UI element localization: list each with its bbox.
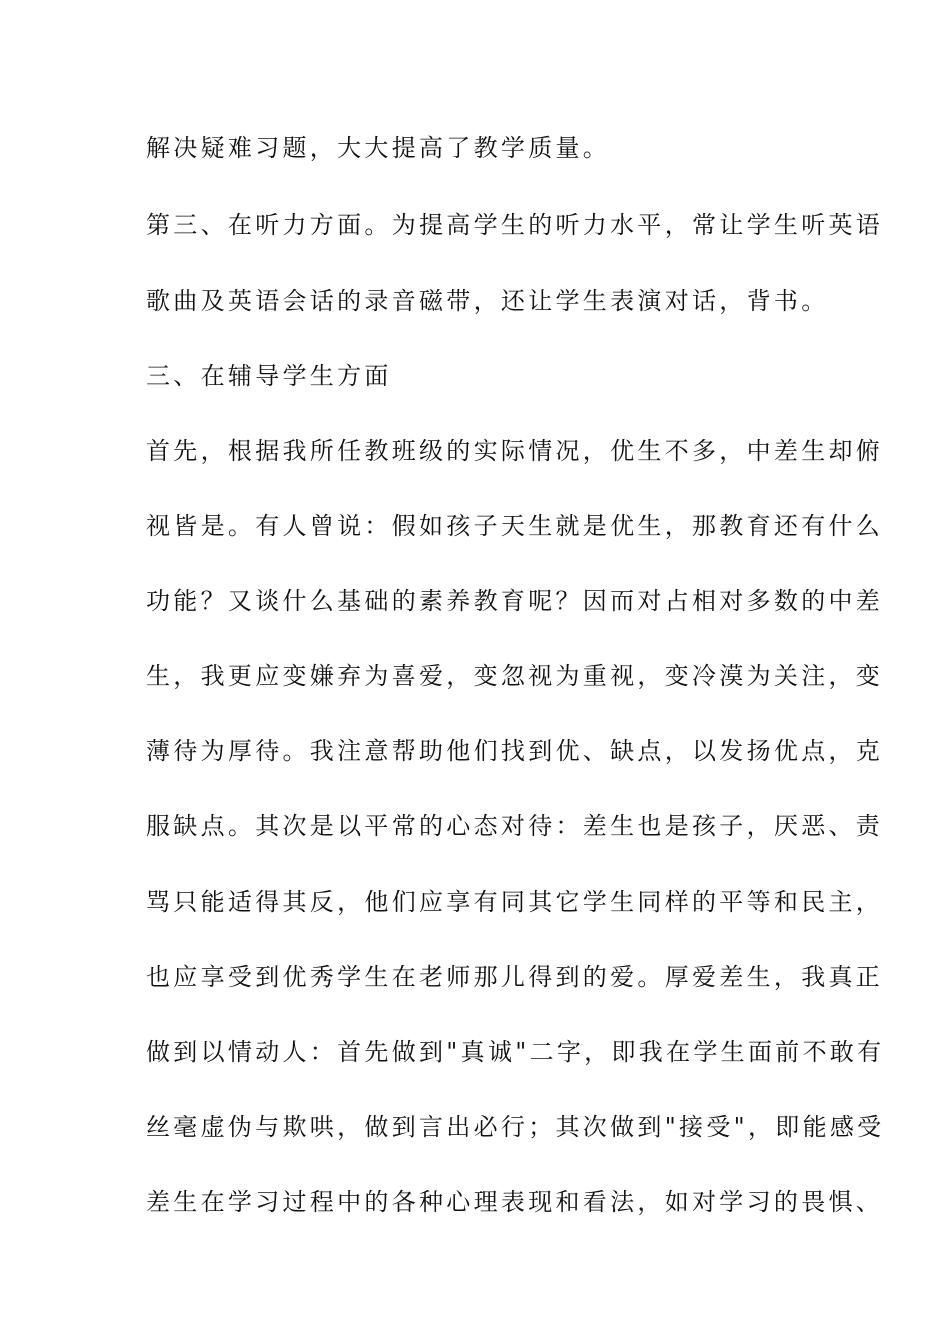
text-line: 服缺点。其次是以平常的心态对待：差生也是孩子，厌恶、责 <box>146 812 884 840</box>
section-heading: 三、在辅导学生方面 <box>146 362 392 390</box>
text-line: 功能？又谈什么基础的素养教育呢？因而对占相对多数的中差 <box>146 587 884 615</box>
text-line: 生，我更应变嫌弃为喜爱，变忽视为重视，变冷漠为关注，变 <box>146 662 884 690</box>
text-line: 解决疑难习题，大大提高了教学质量。 <box>146 134 611 162</box>
text-line: 也应享受到优秀学生在老师那儿得到的爱。厚爱差生，我真正 <box>146 963 884 991</box>
text-line: 薄待为厚待。我注意帮助他们找到优、缺点，以发扬优点，克 <box>146 737 884 765</box>
text-line: 首先，根据我所任教班级的实际情况，优生不多，中差生却俯 <box>146 437 884 465</box>
text-line: 丝毫虚伪与欺哄，做到言出必行；其次做到"接受"，即能感受 <box>146 1113 885 1141</box>
text-line: 视皆是。有人曾说：假如孩子天生就是优生，那教育还有什么 <box>146 512 884 540</box>
text-line: 差生在学习过程中的各种心理表现和看法，如对学习的畏惧、 <box>146 1188 884 1216</box>
text-line: 第三、在听力方面。为提高学生的听力水平，常让学生听英语 <box>146 211 884 239</box>
text-line: 歌曲及英语会话的录音磁带，还让学生表演对话，背书。 <box>146 287 829 315</box>
text-line: 做到以情动人：首先做到"真诚"二字，即我在学生面前不敢有 <box>146 1038 885 1066</box>
text-line: 骂只能适得其反，他们应享有同其它学生同样的平等和民主， <box>146 888 884 916</box>
